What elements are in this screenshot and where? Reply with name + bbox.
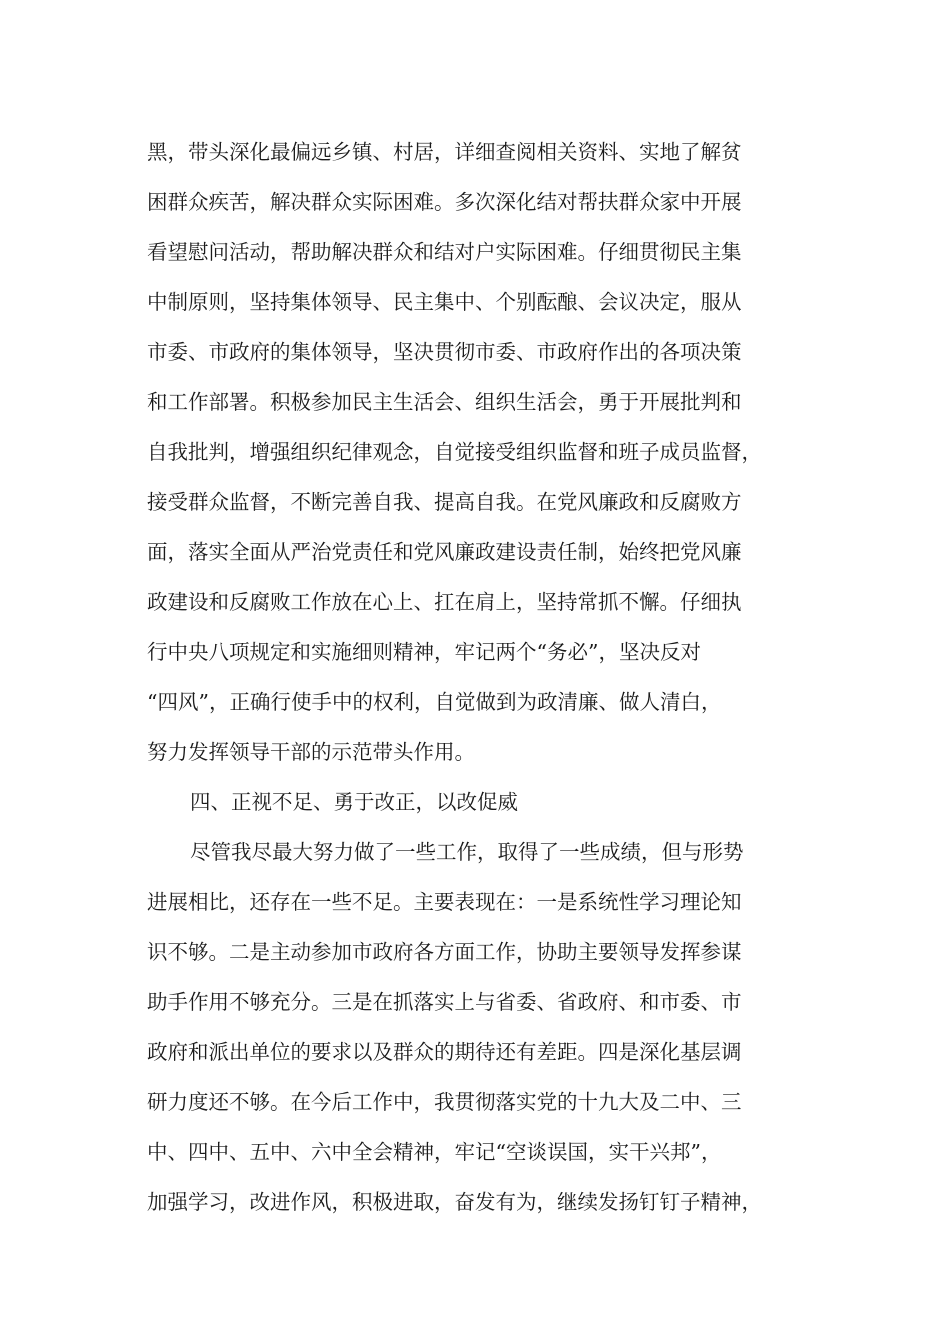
text-line: 面，落实全面从严治党责任和党风廉政建设责任制，始终把党风廉 [147, 540, 742, 564]
text-line: 进展相比，还存在一些不足。主要表现在：一是系统性学习理论知 [147, 890, 742, 914]
text-line: 助手作用不够充分。三是在抓落实上与省委、省政府、和市委、市 [147, 990, 742, 1014]
text-line: 和工作部署。积极参加民主生活会、组织生活会，勇于开展批判和 [147, 390, 742, 414]
section-heading: 四、正视不足、勇于改正，以改促威 [190, 790, 518, 814]
text-line: 接受群众监督，不断完善自我、提高自我。在党风廉政和反腐败方 [147, 490, 742, 514]
text-line: 努力发挥领导干部的示范带头作用。 [147, 740, 475, 764]
text-line: 自我批判，增强组织纪律观念，自觉接受组织监督和班子成员监督， [147, 440, 762, 464]
text-line: 黑，带头深化最偏远乡镇、村居，详细查阅相关资料、实地了解贫 [147, 140, 742, 164]
text-line: 困群众疾苦，解决群众实际困难。多次深化结对帮扶群众家中开展 [147, 190, 742, 214]
text-line: 看望慰问活动，帮助解决群众和结对户实际困难。仔细贯彻民主集 [147, 240, 742, 264]
text-line: 识不够。二是主动参加市政府各方面工作，协助主要领导发挥参谋 [147, 940, 742, 964]
text-line: 中、四中、五中、六中全会精神，牢记“空谈误国，实干兴邦”， [147, 1140, 722, 1164]
paragraph-first-line: 尽管我尽最大努力做了一些工作，取得了一些成绩，但与形势 [190, 840, 744, 864]
text-line: 政府和派出单位的要求以及群众的期待还有差距。四是深化基层调 [147, 1040, 742, 1064]
text-line: 政建设和反腐败工作放在心上、扛在肩上，坚持常抓不懈。仔细执 [147, 590, 742, 614]
text-line: 行中央八项规定和实施细则精神，牢记两个“务必”，坚决反对 [147, 640, 701, 664]
text-line: “四风”，正确行使手中的权利，自觉做到为政清廉、做人清白， [147, 690, 722, 714]
text-line: 中制原则，坚持集体领导、民主集中、个别酝酿、会议决定，服从 [147, 290, 742, 314]
text-line: 加强学习，改进作风，积极进取，奋发有为，继续发扬钉钉子精神， [147, 1190, 762, 1214]
text-line: 研力度还不够。在今后工作中，我贯彻落实党的十九大及二中、三 [147, 1090, 742, 1114]
text-line: 市委、市政府的集体领导，坚决贯彻市委、市政府作出的各项决策 [147, 340, 742, 364]
